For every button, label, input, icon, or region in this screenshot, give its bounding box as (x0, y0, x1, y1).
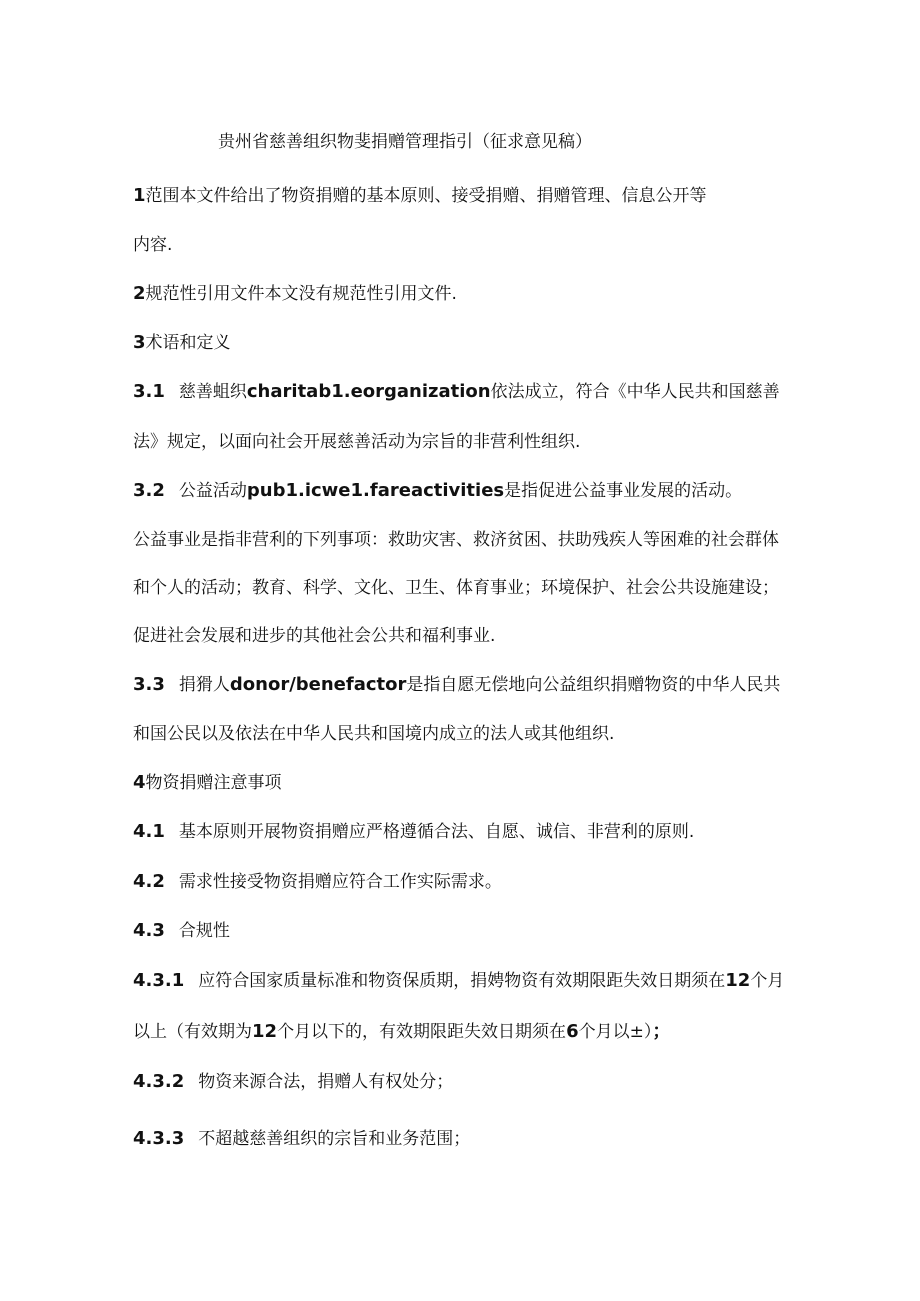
number-12: 12 (252, 1021, 278, 1042)
section-1-continued: 内容. (133, 235, 173, 255)
section-4 (133, 771, 282, 795)
number-6: 6 (566, 1021, 579, 1042)
section-text: 需求性接受物资捐赠应符合工作实际需求。 (178, 872, 502, 892)
section-number: 4.3.3 (133, 1128, 185, 1149)
section-4-3-2 (133, 1070, 453, 1094)
section-number: 3.1 (133, 381, 165, 402)
section-4-3-3 (133, 1127, 470, 1151)
section-number: 3.2 (133, 480, 165, 501)
term-english: charitab1.eorganization (246, 381, 491, 402)
section-text: 物资来源合法，捐赠人有权处分； (198, 1072, 454, 1092)
section-3 (133, 331, 231, 355)
section-3-1-continued: 法》规定，以面向社会开展慈善活动为宗旨的非营利性组织. (133, 432, 581, 452)
section-text: 物资捐赠注意事项 (145, 773, 282, 793)
term-english: pub1.icwe1.fareactivities (246, 480, 505, 501)
section-number: 4.3.1 (133, 970, 185, 991)
term-definition: 依法成立，符合《中华人民共和国慈善 (490, 382, 780, 402)
paragraph-line: 公益事业是指非营利的下列事项：救助灾害、救济贫困、扶助残疾人等困难的社会群体 (133, 530, 779, 550)
document-title: 贵州省慈善组织物斐捐赠管理指引（征求意见稿） (218, 132, 592, 152)
section-1 (133, 184, 707, 208)
section-3-1 (133, 380, 780, 404)
section-number: 3 (133, 332, 146, 353)
section-number: 3.3 (133, 674, 165, 695)
section-4-2 (133, 870, 502, 894)
paragraph-line: 和个人的活动；教育、科学、文化、卫生、体育事业；环境保护、社会公共设施建设； (133, 578, 779, 598)
section-3-3 (133, 673, 780, 697)
section-text: 个月 (750, 971, 785, 991)
section-text: 以上（有效期为 (133, 1022, 252, 1042)
section-number: 4.3.2 (133, 1071, 185, 1092)
section-text: 应符合国家质量标准和物资保质期，捐娉物资有效期限距失效日期须在 (198, 971, 726, 991)
section-number: 2 (133, 283, 146, 304)
term-english: donor/benefactor (229, 674, 407, 695)
section-2 (133, 282, 457, 306)
term-name: 公益活动 (178, 481, 247, 501)
paragraph-line: 促进社会发展和进步的其他社会公共和福利事业. (133, 626, 496, 646)
term-definition: 是指自愿无偿地向公益组织捐赠物资的中华人民共 (406, 675, 781, 695)
section-text: 个月以±） (578, 1022, 653, 1042)
section-text: 个月以下的，有效期限距失效日期须在 (277, 1022, 567, 1042)
section-4-3-1 (133, 969, 784, 993)
section-3-3-continued: 和国公民以及依法在中华人民共和国境内成立的法人或其他组织. (133, 724, 615, 744)
section-text: 合规性 (178, 921, 230, 941)
section-4-1 (133, 820, 694, 844)
section-4-3-1-continued (133, 1020, 670, 1044)
number-12: 12 (725, 970, 751, 991)
section-text: 术语和定义 (145, 333, 231, 353)
section-text: 规范性引用文件本文没有规范性引用文件. (145, 284, 457, 304)
section-number: 4 (133, 772, 146, 793)
section-text: 基本原则开展物资捐赠应严格遵循合法、自愿、诚信、非营利的原则. (178, 822, 695, 842)
section-number: 4.2 (133, 871, 165, 892)
section-number: 1 (133, 185, 146, 206)
section-number: 4.3 (133, 920, 165, 941)
term-definition: 是指促进公益事业发展的活动。 (504, 481, 743, 501)
section-3-2 (133, 479, 742, 503)
section-text: 不超越慈善组织的宗旨和业务范围； (198, 1129, 471, 1149)
term-name: 捐猾人 (178, 675, 230, 695)
term-name: 慈善蛆织 (178, 382, 247, 402)
section-4-3 (133, 919, 230, 943)
semicolon: ； (652, 1021, 671, 1042)
section-number: 4.1 (133, 821, 165, 842)
section-text: 范围本文件给出了物资捐赠的基本原则、接受捐赠、捐赠管理、信息公开等 (145, 186, 707, 206)
